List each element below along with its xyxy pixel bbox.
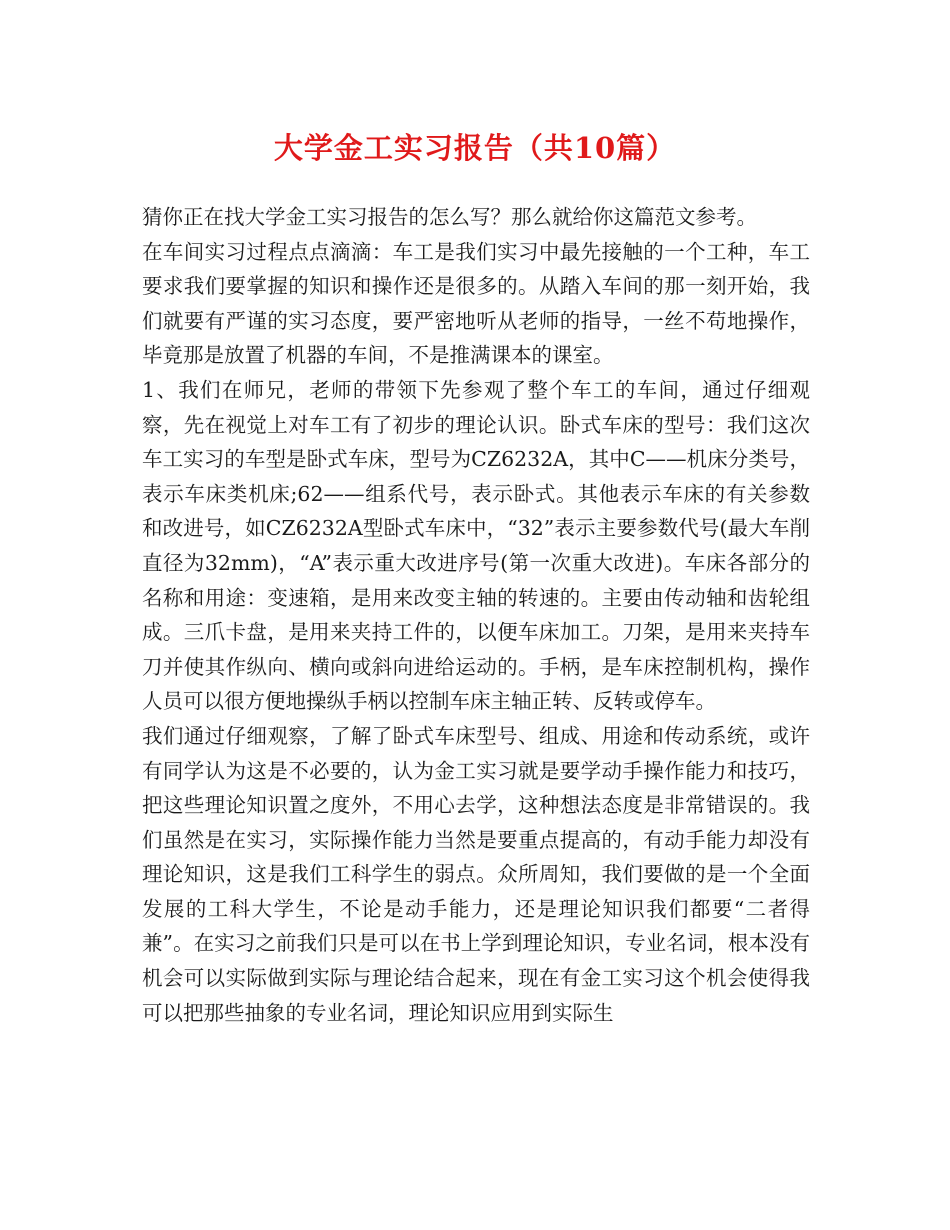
paragraph-observation: 我们通过仔细观察，了解了卧式车床型号、组成、用途和传动系统，或许有同学认为这是不必要的，认为金工实习就是要学动手操作能力和技巧，把这些理论知识置之度外，不用心去学，这种想法态度是非常错误的。我们虽然是在实习，实际操作能力当然是要重点提高的，有动手能力却没有理论知识，这是我们工科学生的弱点。众所周知，我们要做的是一个全面发展的工科大学生，不论是动手能力，还是理论知识我们都要“二者得兼”。在实习之前我们只是可以在书上学到理论知识，专业名词，根本没有机会可以实际做到实际与理论结合起来，现在有金工实习这个机会使得我可以把那些抽象的专业名词，理论知识应用到实际生 [142, 723, 810, 1025]
paragraph-intro: 猜你正在找大学金工实习报告的怎么写？那么就给你这篇范文参考。 [142, 205, 757, 229]
document-title: 大学金工实习报告（共10篇） [273, 131, 677, 165]
document-body [142, 200, 810, 1030]
paragraph-workshop: 在车间实习过程点点滴滴：车工是我们实习中最先接触的一个工种，车工要求我们要掌握的知识和操作还是很多的。从踏入车间的那一刻开始，我们就要有严谨的实习态度，要严密地听从老师的指导，一丝不苟地操作，毕竟那是放置了机器的车间，不是推满课本的课室。 [142, 239, 810, 368]
paragraph-lathe: 1、我们在师兄，老师的带领下先参观了整个车工的车间，通过仔细观察，先在视觉上对车工有了初步的理论认识。卧式车床的型号：我们这次车工实习的车型是卧式车床，型号为CZ6232A，其中C——机床分类号，表示车床类机床;62——组系代号，表示卧式。其他表示车床的有关参数和改进号，如CZ6232A型卧式车床中，“32”表示主要参数代号(最大车削直径为32mm)，“A”表示重大改进序号(第一次重大改进)。车床各部分的名称和用途：变速箱，是用来改变主轴的转速的。主要由传动轴和齿轮组成。三爪卡盘，是用来夹持工件的，以便车床加工。刀架，是用来夹持车刀并使其作纵向、横向或斜向进给运动的。手柄，是车床控制机构，操作人员可以很方便地操纵手柄以控制车床主轴正转、反转或停车。 [142, 377, 810, 714]
